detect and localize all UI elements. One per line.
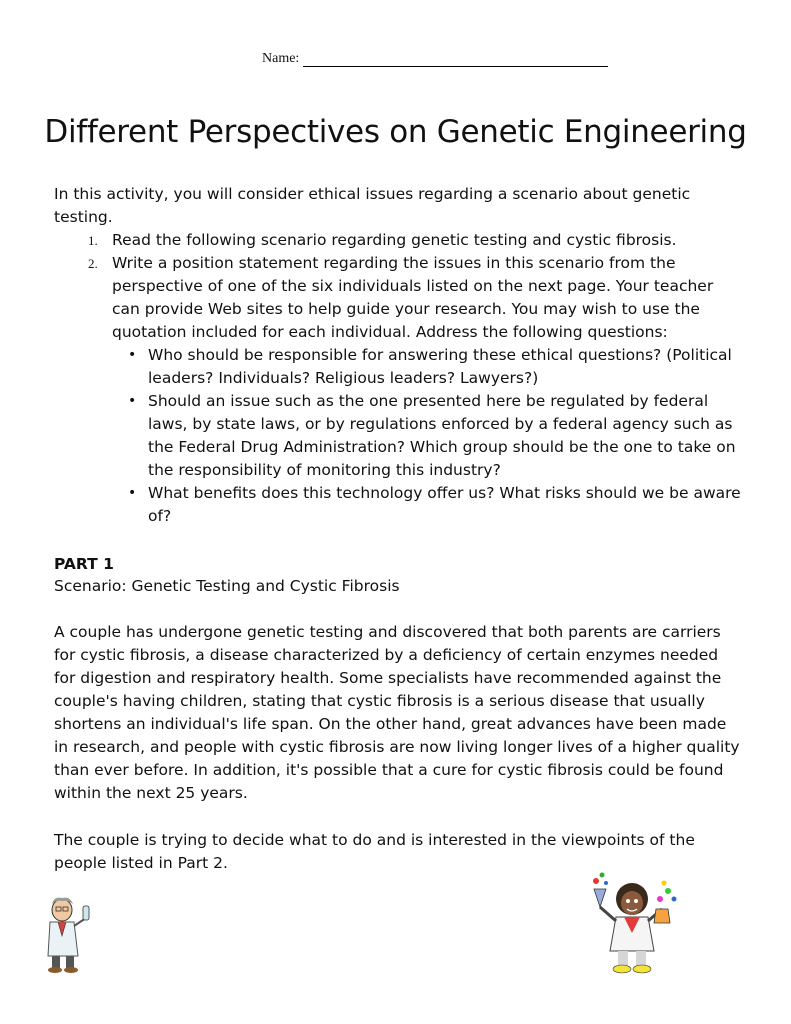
name-blank[interactable] bbox=[303, 52, 608, 67]
chemist-clipart-icon bbox=[590, 869, 682, 977]
step-item bbox=[54, 229, 744, 252]
bullet-item bbox=[112, 390, 744, 482]
step-text: Write a position statement regarding the issues in this scenario from the perspective of one of the six individuals listed on the next page. Your teacher can provide Web sites to help guide your research. You may wish to use the quotation included for each individual. Address the following questions: bbox=[112, 254, 714, 341]
bullet-item bbox=[112, 344, 744, 390]
scenario-paragraph: A couple has undergone genetic testing and discovered that both parents are carriers for cystic fibrosis, a disease characterized by a deficiency of certain enzymes needed for digestion and respiratory health. Some specialists have recommended against the couple's having children, stating that cystic fibrosis is a serious disease that usually shortens an individual's life span. On the other hand, great advances have been made in research, and people with cystic fibrosis are now living longer lives of a higher quality than ever before. In addition, it's possible that a cure for cystic fibrosis could be found within the next 25 years. bbox=[54, 623, 740, 802]
bullet-item bbox=[112, 482, 744, 528]
name-label: Name: bbox=[262, 51, 300, 66]
step-item bbox=[54, 252, 744, 528]
step-text: Read the following scenario regarding genetic testing and cystic fibrosis. bbox=[112, 231, 677, 249]
bullet-text: Who should be responsible for answering these ethical questions? (Political leaders? Individuals? Religious leaders? Lawyers?) bbox=[148, 346, 732, 387]
bullet-text: What benefits does this technology offer us? What risks should we be aware of? bbox=[148, 484, 741, 525]
step-number: 1. bbox=[88, 233, 98, 248]
question-bullets bbox=[112, 344, 744, 528]
bullet-icon: • bbox=[128, 393, 137, 409]
bullet-icon: • bbox=[128, 485, 137, 501]
scenario-title: Scenario: Genetic Testing and Cystic Fibrosis bbox=[54, 577, 400, 595]
part-heading: PART 1 bbox=[54, 555, 114, 573]
page-title: Different Perspectives on Genetic Engineering bbox=[44, 114, 747, 150]
instruction-steps bbox=[54, 229, 744, 528]
scientist-clipart-icon bbox=[40, 896, 95, 974]
closing-paragraph: The couple is trying to decide what to do and is interested in the viewpoints of the people listed in Part 2. bbox=[54, 831, 695, 872]
intro-paragraph: In this activity, you will consider ethical issues regarding a scenario about genetic testing. bbox=[54, 185, 691, 226]
bullet-text: Should an issue such as the one presented here be regulated by federal laws, by state laws, or by regulations enforced by a federal agency such as the Federal Drug Administration? Which group should be the one to take on the responsibility of monitoring this industry? bbox=[148, 392, 736, 479]
step-number: 2. bbox=[88, 256, 98, 271]
bullet-icon: • bbox=[128, 347, 137, 363]
name-field-line bbox=[262, 51, 608, 67]
